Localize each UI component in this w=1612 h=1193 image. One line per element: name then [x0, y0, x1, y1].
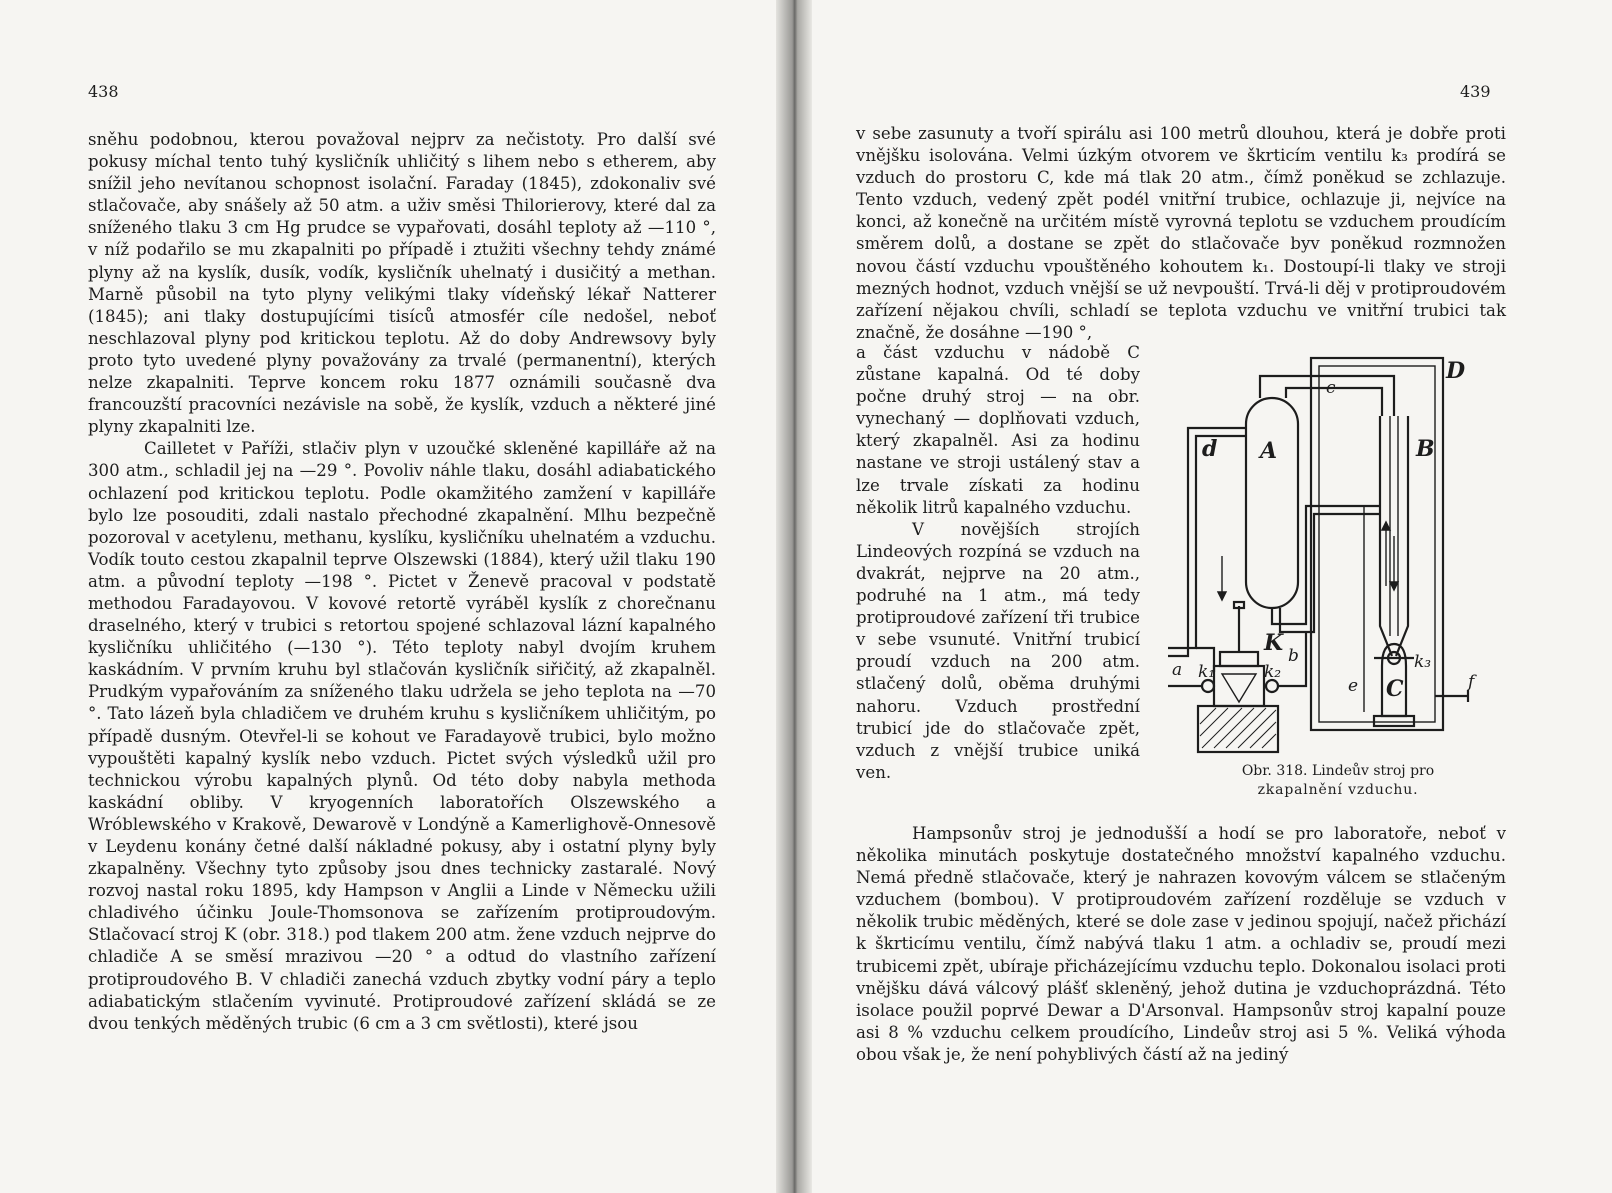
- caption-line-2: zkapalnění vzduchu.: [1257, 782, 1419, 798]
- label-c-pipe: c: [1326, 378, 1336, 398]
- label-k3-valve: k₃: [1414, 652, 1432, 672]
- label-d-housing: D: [1446, 358, 1466, 384]
- label-k2-valve: k₂: [1264, 662, 1282, 682]
- left-paragraph-2: Cailletet v Paříži, stlačiv plyn v uzoučké skleněné kapilláře až na 300 atm., schladil jej na —29 °. Povoliv náhle tlaku, dosáhl adiabatického ochlazení pod kritickou teplotu. Podle okamžitého zamžení v kapilláře bylo lze posouditi, zdali nastalo přechodné zkapalnění. Mlhu bezpečně pozoroval v acetylenu, methanu, kyslíku, kysličníku uhelnatém a vzduchu. Vodík touto cestou zkapalnil teprve Olszewski (1884), který užil tlaku 190 atm. a původní teploty —198 °. Pictet v Ženevě pracoval v podstatě methodou Faradayovou. V kovové retortě vyráběl kyslík z chorečnanu draselného, který v trubici s retortou spojené schlazoval lázní kapalného kysličníku uhličitého (—130 °). Této teploty nabyl dvojím kruhem kaskádním. V prvním kruhu byl stlačován kysličník siřičitý, až zkapalněl. Prudkým vypařováním za sníženého tlaku udržela se jeho teplota na —70 °. Tato lázeň byla chladičem ve druhém kruhu s kysličníkem uhličitým, po případě dusným. Otevřel-li se kohout ve Faradayově trubici, bylo možno vypouštěti kapalný kyslík nebo vzduch. Pictet svých výsledků užil pro technickou výrobu kapalných plynů. Od této doby nabyla methoda kaskádní obliby. V kryogenních laboratořích Olszewského a Wróblewského v Krakově, Dewarově v Londýně a Kamerlighově-Onnesově v Leydenu konány četné další nákladné pokusy, aby i ostatní plyny byly zkapalněny. Všechny tyto způsoby jsou dnes technicky zastaralé. Nový rozvoj nastal roku 1895, kdy Hampson v Anglii a Linde v Německu užili chladivého účinku Joule-Thomsonova se zařízením protiproudovým. Stlačovací stroj K (obr. 318.) pod tlakem 200 atm. žene vzduch nejprve do chladiče A se směsí mrazivou —20 ° a odtud do vlastního zařízení protiproudového B. V chladiči zanechá vzduch zbytky vodní páry a teplo adiabatickým stlačením vyvinuté. Protiproudové zařízení skládá se ze dvou tenkých měděných trubic (6 cm a 3 cm světlosti), které jsou: [88, 439, 716, 1033]
- label-c-vessel: C: [1386, 676, 1404, 702]
- label-b-counterflow: B: [1416, 436, 1435, 462]
- linde-machine-figure: [1168, 356, 1508, 768]
- label-k1-valve: k₁: [1198, 662, 1216, 682]
- left-page: [0, 0, 792, 1193]
- right-bottom-paragraph: Hampsonův stroj je jednodušší a hodí se pro laboratoře, neboť v několika minutách poskytuje dostatečného množství kapalného vzduchu. Nemá předně stlačovače, který je nahrazen kovovým válcem se stlačeným vzduchem (bombou). V protiproudovém zařízení rozděluje se vzduch v několik trubic měděných, které se dole zase v jedinou spojují, načež přichází k škrticímu ventilu, čímž nabývá tlaku 1 atm. a ochladiv se, proudí mezi trubicemi zpět, ubíraje přicházejícímu vzduchu teplo. Dokonalou isolaci proti vnějšku dává válcový plášť skleněný, jehož dutina je vzduchoprázdná. Této isolace použil poprvé Dewar a D'Arsonval. Hampsonův stroj kapalní pouze asi 8 % vzduchu celkem proudícího, Lindeův stroj asi 5 %. Veliká výhoda obou však je, že není pohyblivých částí až na jediný: [856, 824, 1506, 1064]
- label-d-pipe: d: [1202, 436, 1218, 462]
- right-top-text: v sebe zasunuty a tvoří spirálu asi 100 metrů dlouhou, která je dobře proti vnějšku isolována. Velmi úzkým otvorem ve škrticím ventilu k₃ prodírá se vzduch do prostoru C, kde má tlak 20 atm., čímž poněkud se zchlazuje. Tento vzduch, vedený zpět podél vnitřní trubice, ochlazuje ji, nejvíce na konci, až konečně na určitém místě vyrovná teplotu se vzduchem proudícím směrem dolů, a dostane se zpět do stlačovače byv poněkud rozmnožen novou částí vzduchu vpouštěného kohoutem k₁. Dostoupí-li tlaky ve stroji mezných hodnot, vzduch vnější se už nevpouští. Trvá-li děj v protiproudovém zařízení nějakou chvíli, schladí se teplota vzduchu ve vnitřní trubici tak značně, že dosáhne —190 °,: [856, 124, 1506, 342]
- compressor-k-outline: [1214, 666, 1264, 706]
- right-wrap-paragraph-1: a část vzduchu v nádobě C zůstane kapalná. Od té doby počne druhý stroj — na obr. vynechaný — doplňovati vzduch, který zkapalněl. Asi za hodinu nastane ve stroji ustálený stav a lze trvale získati za hodinu několik litrů kapalného vzduchu.: [856, 343, 1140, 517]
- right-page: [800, 0, 1612, 1193]
- left-paragraph-1: sněhu podobnou, kterou považoval nejprv za nečistoty. Pro další své pokusy míchal tento tuhý kysličník uhličitý s lihem nebo s etherem, aby snížil jeho nevítanou schopnost isolační. Faraday (1845), zdokonaliv své stlačovače, aby snášely až 50 atm. a uživ směsi Thilorierovy, které dal za sníženého tlaku 3 cm Hg prudce se vypařovati, dosáhl teploty až —110 °, v níž podařilo se mu zkapalniti po případě i ztužiti všechny tehdy známé plyny až na kyslík, dusík, vodík, kysličník uhelnatý i dusičitý a methan. Marně působil na tyto plyny velikými tlaky vídeňský lékař Natterer (1845); ani tlaky dostupujícími tisíců atmosfér cíle nedošel, neboť neschlazoval plyny pod kritickou teplotu. Až do doby Andrewsovy byly proto tyto uvedené plyny považovány za trvalé (permanentní), kterých nelze zkapalniti. Teprve koncem roku 1877 oznámili současně dva francouzští pracovníci nezávisle na sobě, že kyslík, vzduch a některé jiné plyny zkapalniti lze.: [88, 130, 716, 437]
- right-wrap-paragraph-2: V novějších strojích Lindeových rozpíná se vzduch na dvakrát, nejprve na 20 atm., podruhé na 1 atm., má tedy protiproudové zařízení tři trubice v sebe vsunuté. Vnitřní trubicí proudí vzduch na 200 atm. stlačený dolů, oběma druhými nahoru. Vzduch prostřední trubicí jde do stlačovače zpět, vzduch z vnější trubice uniká ven.: [856, 519, 1140, 782]
- label-a-inlet: a: [1172, 660, 1183, 680]
- figure-caption: [1168, 762, 1508, 800]
- page-number-right: 439: [1460, 82, 1491, 101]
- left-page-text: [88, 129, 716, 1035]
- label-f-outlet: f: [1468, 672, 1475, 692]
- label-a-cooler: A: [1260, 438, 1278, 464]
- label-e-pipe: e: [1348, 676, 1359, 696]
- book-gutter: [776, 0, 812, 1193]
- page-number-left: 438: [88, 82, 119, 101]
- linde-machine-drawing: [1168, 356, 1508, 768]
- cooler-a-outline: [1246, 398, 1298, 608]
- caption-line-1: Obr. 318. Lindeův stroj pro: [1241, 763, 1435, 779]
- housing-outline: [1311, 358, 1443, 730]
- label-k-compressor: K: [1264, 630, 1284, 656]
- right-wrap-column: [856, 342, 1140, 784]
- label-b-tube: b: [1288, 646, 1299, 666]
- right-bottom-text: [856, 823, 1506, 1066]
